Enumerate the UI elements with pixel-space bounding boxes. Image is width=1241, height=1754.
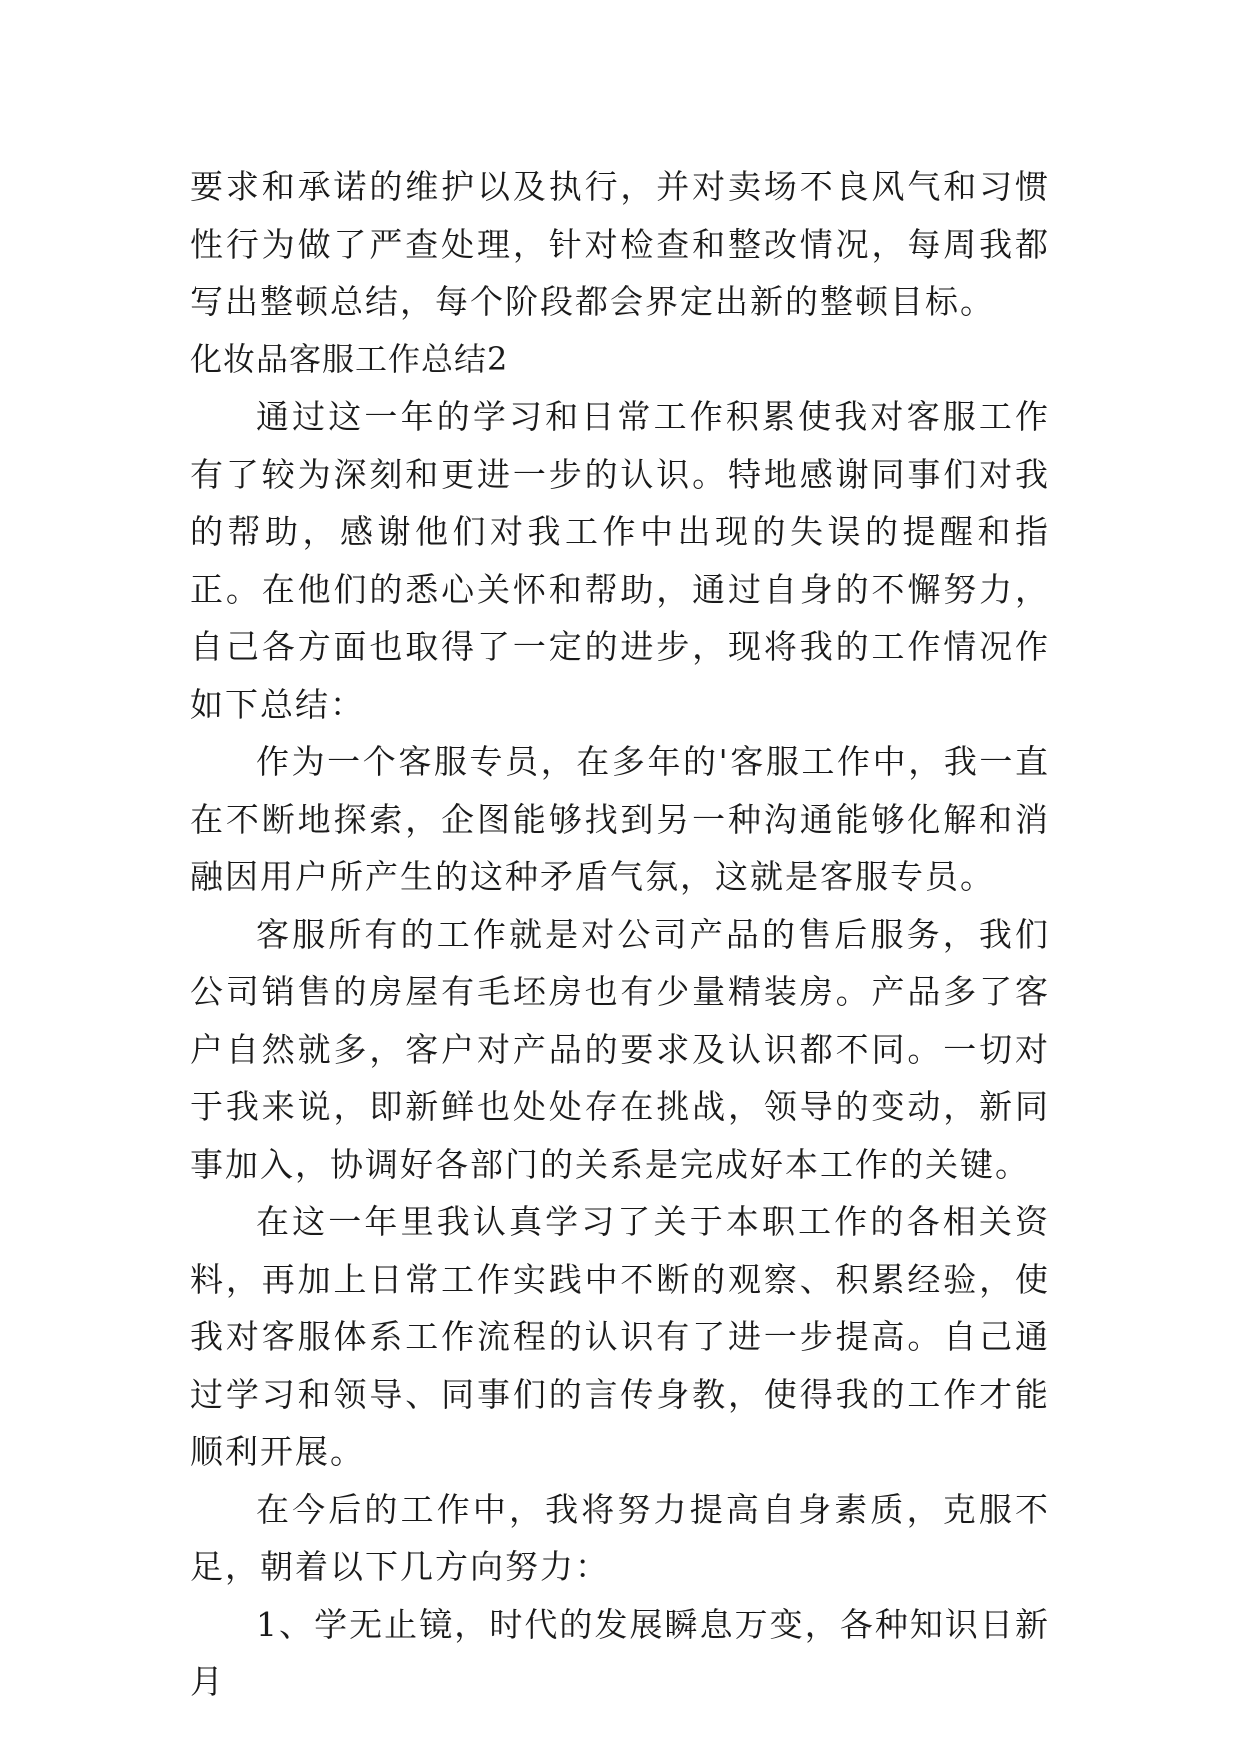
section-title: 化妆品客服工作总结2 [190,339,509,378]
paragraph-1: 通过这一年的学习和日常工作积累使我对客服工作有了较为深刻和更进一步的认识。特地感谢同事们对我的帮助，感谢他们对我工作中出现的失误的提醒和指正。在他们的悉心关怀和帮助，通过自身的不懈努力，自己各方面也取得了一定的进步，现将我的工作情况作如下总结： [190,397,1050,724]
continuation-paragraph: 要求和承诺的维护以及执行，并对卖场不良风气和习惯性行为做了严查处理，针对检查和整改情况，每周我都写出整顿总结，每个阶段都会界定出新的整顿目标。 [190,167,1050,321]
document-body [190,158,1050,1711]
paragraph-6: 1、学无止镜，时代的发展瞬息万变，各种知识日新月 [190,1604,1050,1701]
paragraph-5: 在今后的工作中，我将努力提高自身素质，克服不足，朝着以下几方向努力： [190,1489,1050,1586]
paragraph-4: 在这一年里我认真学习了关于本职工作的各相关资料，再加上日常工作实践中不断的观察、积累经验，使我对客服体系工作流程的认识有了进一步提高。自己通过学习和领导、同事们的言传身教，使得我的工作才能顺利开展。 [190,1202,1050,1471]
paragraph-2: 作为一个客服专员，在多年的'客服工作中，我一直在不断地探索，企图能够找到另一种沟通能够化解和消融因用户所产生的这种矛盾气氛，这就是客服专员。 [190,742,1050,896]
paragraph-3: 客服所有的工作就是对公司产品的售后服务，我们公司销售的房屋有毛坯房也有少量精装房。产品多了客户自然就多，客户对产品的要求及认识都不同。一切对于我来说，即新鲜也处处存在挑战，领导的变动，新同事加入，协调好各部门的关系是完成好本工作的关键。 [190,914,1050,1184]
